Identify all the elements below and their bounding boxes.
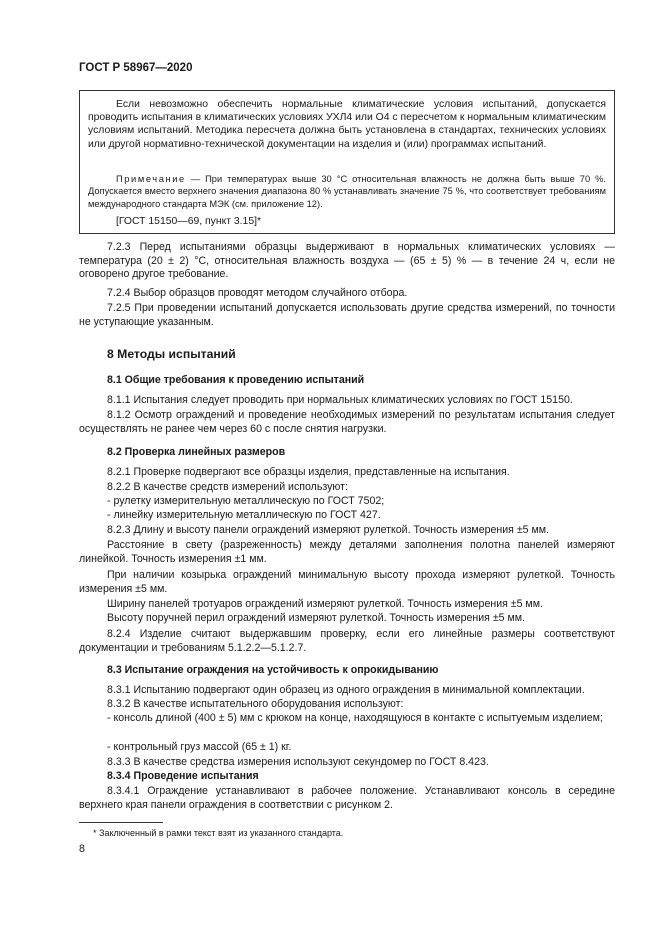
note-text: — При температурах выше 30 °С относительная влажность не должна быть выше 70 %. Допускается вместо верхнего значения диапазона 80 % устанавливать значение 75 %, что соответствует требованиям международного стандарта МЭК (см. приложение 12). (88, 174, 606, 209)
quoted-standard-box (79, 90, 615, 234)
box-reference: [ГОСТ 15150—69, пункт 3.15]* (116, 216, 262, 227)
note-label: Примечание (116, 174, 186, 184)
paragraph-7-2-4: 7.2.4 Выбор образцов проводят методом случайного отбора. (107, 287, 408, 299)
paragraph-8-3-1: 8.3.1 Испытанию подвергают один образец из одного ограждения в минимальной комплектации. (107, 684, 585, 696)
footnote: * Заключенный в рамки текст взят из указанного стандарта. (93, 828, 344, 838)
document-header: ГОСТ Р 58967—2020 (79, 62, 193, 74)
paragraph-7-2-3: 7.2.3 Перед испытаниями образцы выдерживают в нормальных климатических условиях — температура (20 ± 2) °С, относительная влажность воздуха — (65 ± 5) % — в течение 24 ч, если не оговорено другое требование. (79, 241, 615, 281)
list-item: - консоль длиной (400 ± 5) мм с крюком на конце, находящуюся в контакте с испытуемым изделием; (107, 712, 603, 724)
paragraph-width-measurement: Ширину панелей тротуаров ограждений измеряют рулеткой. Точность измерения ±5 мм. (107, 598, 543, 610)
subsection-8-3-heading: 8.3 Испытание ограждения на устойчивость к опрокидыванию (107, 664, 439, 676)
page-number: 8 (79, 843, 85, 855)
paragraph-8-3-2: 8.3.2 В качестве испытательного оборудования используют: (107, 698, 404, 710)
paragraph-8-3-3: 8.3.3 В качестве средства измерения используют секундомер по ГОСТ 8.423. (107, 756, 489, 768)
footnote-divider (79, 822, 163, 823)
paragraph-8-2-1: 8.2.1 Проверке подвергают все образцы изделия, представленные на испытания. (107, 466, 510, 478)
box-note (88, 173, 606, 210)
box-paragraph: Если невозможно обеспечить нормальные климатические условия испытаний, допускается проводить испытания в климатических условиях УХЛ4 или О4 с пересчетом к нормальным климатическим условиям испытаний. Методика пересчета должна быть установлена в стандартах, технических условиях или другой нормативно-технической документации на изделия и (или) программах испытаний. (88, 99, 606, 150)
paragraph-8-2-3: 8.2.3 Длину и высоту панели ограждений измеряют рулеткой. Точность измерения ±5 мм. (107, 524, 549, 536)
paragraph-8-1-1: 8.1.1 Испытания следует проводить при нормальных климатических условиях по ГОСТ 15150. (107, 394, 573, 406)
section-8-heading: 8 Методы испытаний (107, 347, 236, 361)
list-item: - контрольный груз массой (65 ± 1) кг. (107, 741, 292, 753)
paragraph-visor-measurement: При наличии козырька ограждений минимальную высоту прохода измеряют рулеткой. Точность измерения ±5 мм. (79, 569, 615, 595)
list-item: - рулетку измерительную металлическую по ГОСТ 7502; (107, 495, 385, 507)
paragraph-7-2-5: 7.2.5 При проведении испытаний допускается использовать другие средства измерений, по точности не уступающие указанным. (79, 302, 615, 328)
paragraph-8-2-4: 8.2.4 Изделие считают выдержавшим проверку, если его линейные размеры соответствуют документации и требованиям 5.1.2.2—5.1.2.7. (79, 628, 615, 654)
paragraph-gap-measurement: Расстояние в свету (разреженность) между деталями заполнения полотна панелей измеряют линейкой. Точность измерения ±1 мм. (79, 539, 615, 565)
paragraph-rail-measurement: Высоту поручней перил ограждений измеряют рулеткой. Точность измерения ±5 мм. (107, 612, 526, 624)
subsection-8-2-heading: 8.2 Проверка линейных размеров (107, 446, 286, 458)
subsection-8-3-4-heading: 8.3.4 Проведение испытания (107, 770, 259, 782)
list-item: - линейку измерительную металлическую по ГОСТ 427. (107, 509, 381, 521)
paragraph-8-1-2: 8.1.2 Осмотр ограждений и проведение необходимых измерений по результатам испытания следует осуществлять не ранее чем через 60 с после снятия нагрузки. (79, 409, 615, 435)
subsection-8-1-heading: 8.1 Общие требования к проведению испытаний (107, 374, 365, 386)
paragraph-8-3-4-1: 8.3.4.1 Ограждение устанавливают в рабочее положение. Устанавливают консоль в середине верхнего края панели ограждения в соответствии с рисунком 2. (79, 785, 615, 811)
paragraph-8-2-2: 8.2.2 В качестве средств измерений используют: (107, 481, 348, 493)
